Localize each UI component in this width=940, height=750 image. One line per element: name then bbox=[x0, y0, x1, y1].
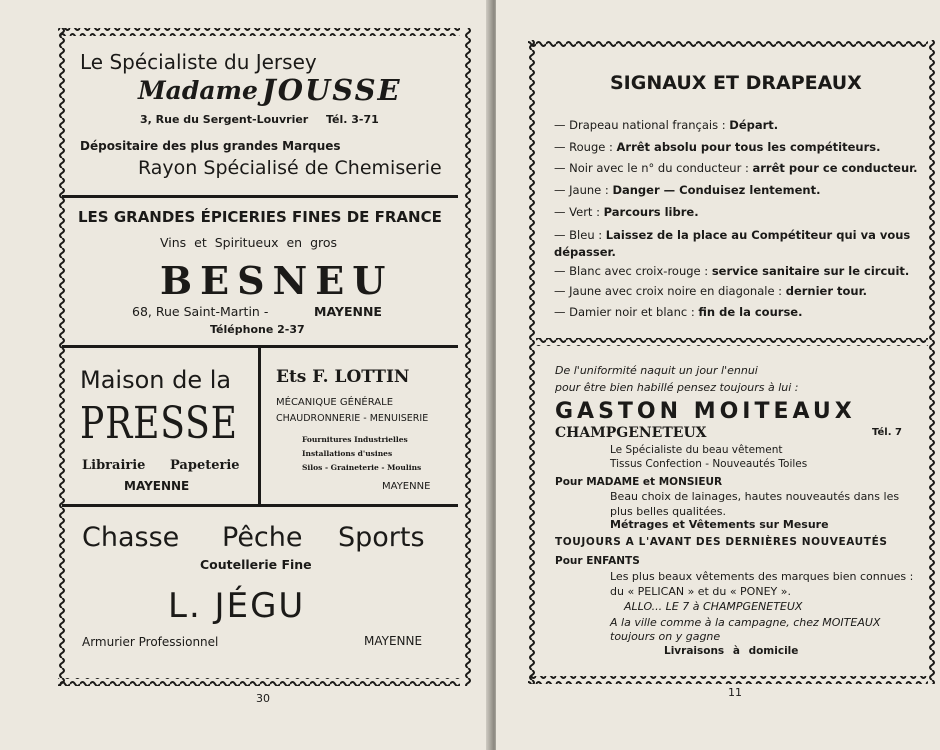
lottin-line5: Silos - Graineterie - Moulins bbox=[302, 463, 422, 472]
signal-label: — Jaune avec croix noire en diagonale : bbox=[554, 284, 783, 298]
jegu-role: Armurier Professionnel bbox=[82, 635, 219, 649]
signal-item bbox=[554, 264, 909, 278]
signal-value: Laissez de la place au Compétiteur qui va vous dépasser. bbox=[554, 228, 911, 259]
jousse-name-prefix: Madame bbox=[138, 76, 258, 105]
lottin-name: Ets F. LOTTIN bbox=[276, 367, 410, 387]
lottin-city: MAYENNE bbox=[382, 481, 431, 492]
jegu-city: MAYENNE bbox=[364, 634, 423, 648]
lottin-line3: Fournitures Industrielles bbox=[302, 435, 408, 444]
signal-value: Danger — Conduisez lentement. bbox=[612, 183, 821, 197]
besneu-phone: Téléphone 2-37 bbox=[210, 323, 305, 336]
lottin-line2: CHAUDRONNERIE - MENUISERIE bbox=[276, 413, 429, 424]
signal-value: Parcours libre. bbox=[603, 205, 699, 219]
presse-title-line1: Maison de la bbox=[80, 366, 232, 394]
signal-value: arrêt pour ce conducteur. bbox=[752, 161, 918, 175]
right-page-number: 11 bbox=[728, 686, 742, 699]
jegu-name: L. JÉGU bbox=[168, 586, 306, 626]
moiteaux-h1: Pour MADAME et MONSIEUR bbox=[555, 476, 723, 488]
moiteaux-h3: Pour ENFANTS bbox=[555, 555, 640, 567]
signal-item bbox=[554, 205, 699, 219]
moiteaux-spec1: Le Spécialiste du beau vêtement bbox=[610, 444, 783, 456]
jegu-title-b: Pêche bbox=[222, 522, 303, 553]
presse-title-line2: PRESSE bbox=[80, 398, 238, 449]
moiteaux-spec2: Tissus Confection - Nouveautés Toiles bbox=[610, 458, 808, 470]
jousse-tagline: Le Spécialiste du Jersey bbox=[80, 50, 317, 74]
moiteaux-town: CHAMPGENETEUX bbox=[555, 425, 707, 441]
signal-value: Départ. bbox=[729, 118, 779, 132]
signal-value: fin de la course. bbox=[698, 305, 803, 319]
signal-label: — Drapeau national français : bbox=[554, 118, 726, 132]
jousse-address: 3, Rue du Sergent-Louvrier bbox=[140, 113, 309, 126]
besneu-city: MAYENNE bbox=[314, 304, 382, 319]
jousse-phone: Tél. 3-71 bbox=[326, 113, 379, 126]
signal-value: service sanitaire sur le circuit. bbox=[711, 264, 910, 278]
left-page-number: 30 bbox=[256, 692, 270, 705]
signal-label: — Blanc avec croix-rouge : bbox=[554, 264, 709, 278]
signal-label: — Jaune : bbox=[554, 183, 609, 197]
jousse-line2: Rayon Spécialisé de Chemiserie bbox=[138, 157, 442, 179]
moiteaux-intro1: De l'uniformité naquit un jour l'ennui bbox=[555, 364, 758, 377]
moiteaux-p1b: plus belles qualitées. bbox=[610, 505, 726, 518]
presse-sub-left: Librairie bbox=[82, 458, 146, 473]
moiteaux-h2: TOUJOURS A L'AVANT DES DERNIÈRES NOUVEAUTÉS bbox=[555, 536, 888, 548]
moiteaux-p3d: A la ville comme à la campagne, chez MOITEAUX bbox=[610, 616, 881, 629]
moiteaux-phone: Tél. 7 bbox=[872, 427, 902, 438]
moiteaux-p3a: Les plus beaux vêtements des marques bien connues : bbox=[610, 570, 914, 583]
signal-label: — Noir avec le n° du conducteur : bbox=[554, 161, 749, 175]
moiteaux-intro2: pour être bien habillé pensez toujours à lui : bbox=[555, 381, 799, 394]
signal-value: dernier tour. bbox=[785, 284, 868, 298]
moiteaux-p3c: ALLO... LE 7 à CHAMPGENETEUX bbox=[624, 600, 803, 613]
jegu-title-c: Sports bbox=[338, 522, 425, 553]
moiteaux-p3b: du « PELICAN » et du « PONEY ». bbox=[610, 585, 791, 598]
signal-value: Arrêt absolu pour tous les compétiteurs. bbox=[616, 140, 881, 154]
signal-item bbox=[554, 284, 867, 298]
signal-item bbox=[554, 305, 802, 319]
moiteaux-p1a: Beau choix de lainages, hautes nouveautés dans les bbox=[610, 490, 900, 503]
jousse-line1: Dépositaire des plus grandes Marques bbox=[80, 139, 341, 153]
besneu-address: 68, Rue Saint-Martin - bbox=[132, 304, 269, 319]
signal-label: — Damier noir et blanc : bbox=[554, 305, 695, 319]
besneu-name: BESNEU bbox=[160, 258, 394, 303]
presse-city: MAYENNE bbox=[124, 479, 190, 493]
signal-label: — Bleu : bbox=[554, 228, 603, 242]
jousse-name: JOUSSE bbox=[262, 73, 402, 107]
moiteaux-p3e: toujours on y gagne bbox=[610, 630, 721, 643]
jegu-sub: Coutellerie Fine bbox=[200, 557, 312, 572]
signal-item bbox=[554, 140, 881, 154]
moiteaux-name: GASTON MOITEAUX bbox=[555, 399, 856, 424]
jegu-title-a: Chasse bbox=[82, 522, 180, 553]
signal-label: — Vert : bbox=[554, 205, 600, 219]
signal-label: — Rouge : bbox=[554, 140, 613, 154]
signaux-title: SIGNAUX ET DRAPEAUX bbox=[610, 72, 862, 94]
presse-sub-right: Papeterie bbox=[170, 458, 240, 473]
lottin-line1: MÉCANIQUE GÉNÉRALE bbox=[276, 397, 394, 408]
lottin-line4: Installations d'usines bbox=[302, 449, 393, 458]
signal-item bbox=[554, 183, 820, 197]
moiteaux-p3f: Livraisons à domicile bbox=[664, 645, 799, 657]
moiteaux-p1c: Métrages et Vêtements sur Mesure bbox=[610, 518, 829, 531]
signal-item bbox=[554, 118, 778, 132]
signal-item bbox=[554, 227, 914, 261]
signal-item bbox=[554, 161, 918, 175]
besneu-sub: Vins et Spiritueux en gros bbox=[160, 235, 338, 250]
besneu-heading: LES GRANDES ÉPICERIES FINES DE FRANCE bbox=[78, 208, 442, 226]
